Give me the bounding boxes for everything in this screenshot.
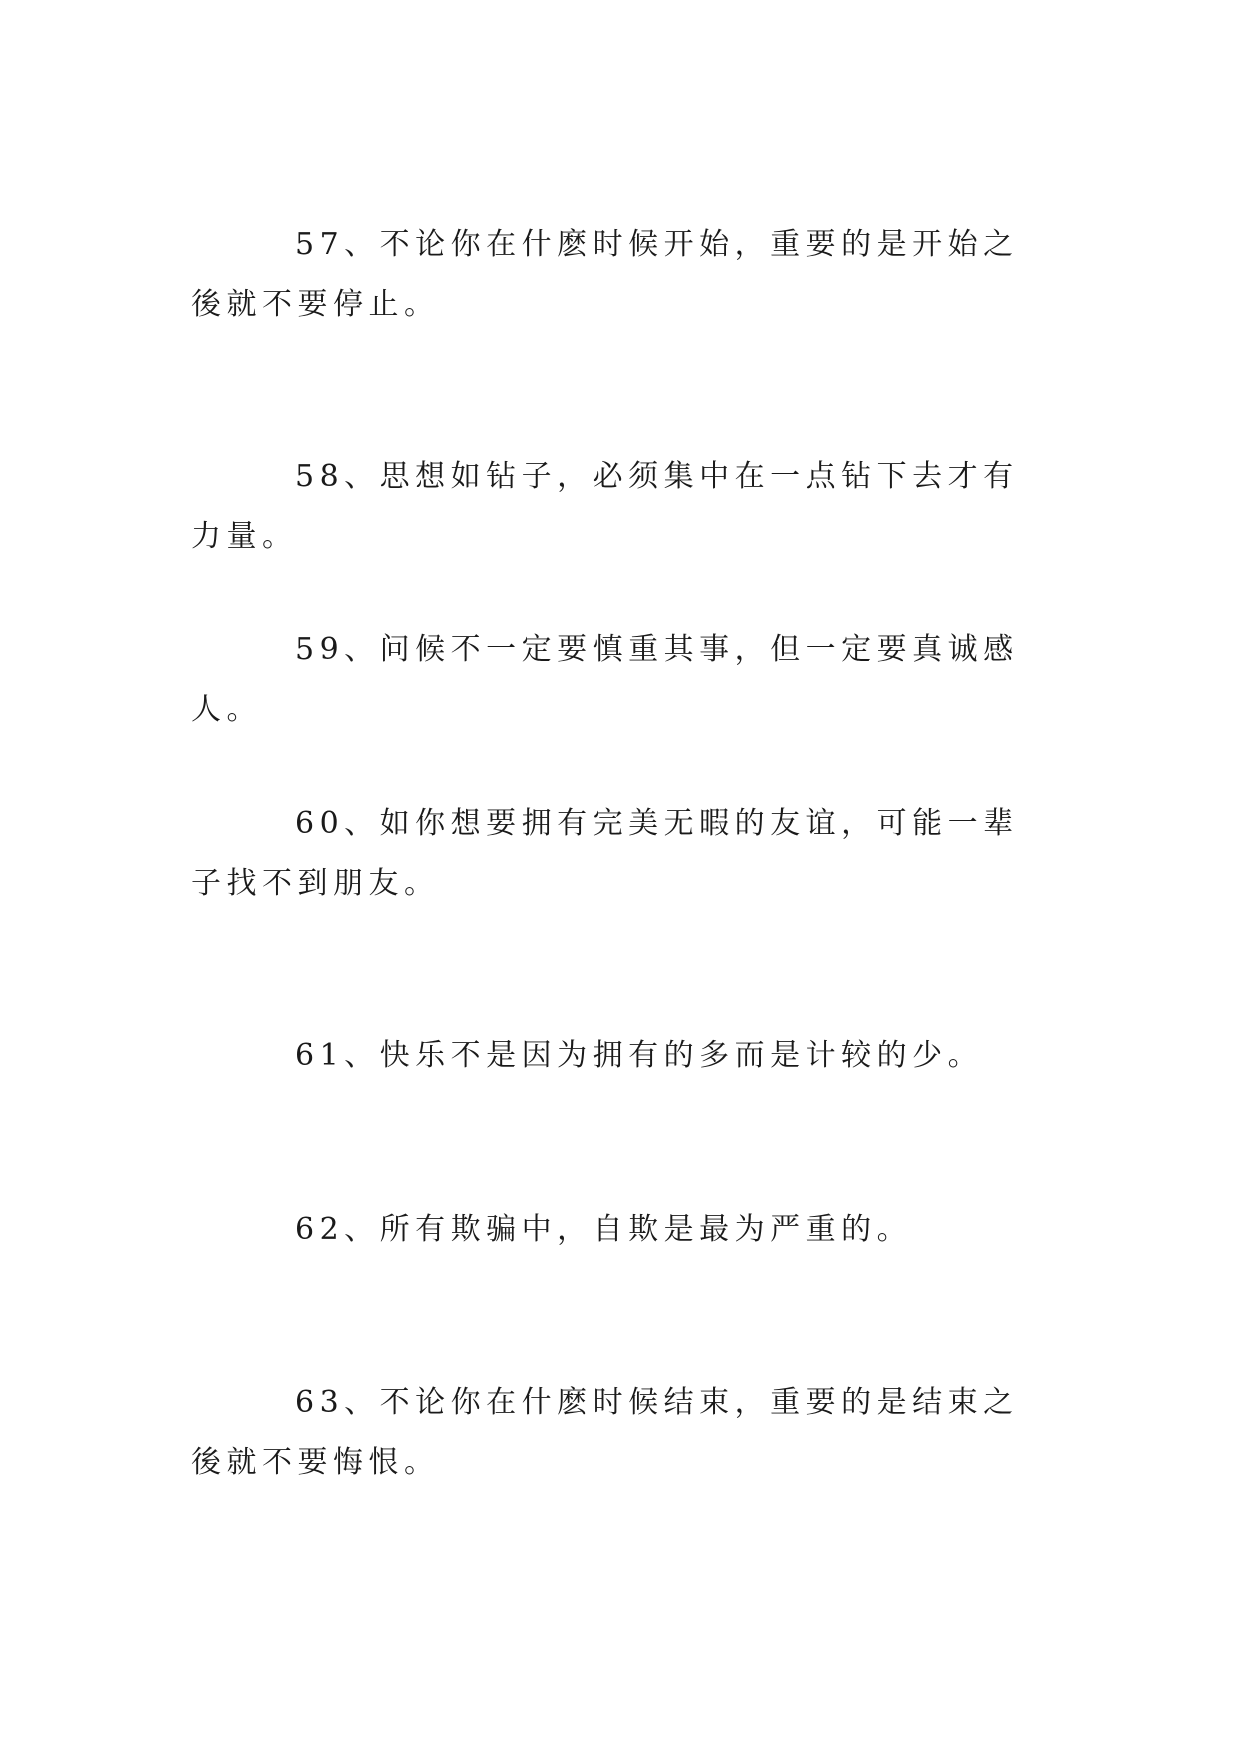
- quote-60: 60、如你想要拥有完美无暇的友谊，可能一辈子找不到朋友。: [191, 806, 1019, 901]
- quote-62: 62、所有欺骗中，自欺是最为严重的。: [295, 1212, 913, 1247]
- quote-61: 61、快乐不是因为拥有的多而是计较的少。: [295, 1038, 984, 1073]
- quote-58: 58、思想如钻子，必须集中在一点钻下去才有力量。: [191, 459, 1019, 554]
- quote-63: 63、不论你在什麽时候结束，重要的是结束之後就不要悔恨。: [191, 1385, 1019, 1480]
- quote-59: 59、问候不一定要慎重其事，但一定要真诚感人。: [191, 632, 1019, 727]
- quote-57: 57、不论你在什麽时候开始，重要的是开始之後就不要停止。: [191, 227, 1019, 322]
